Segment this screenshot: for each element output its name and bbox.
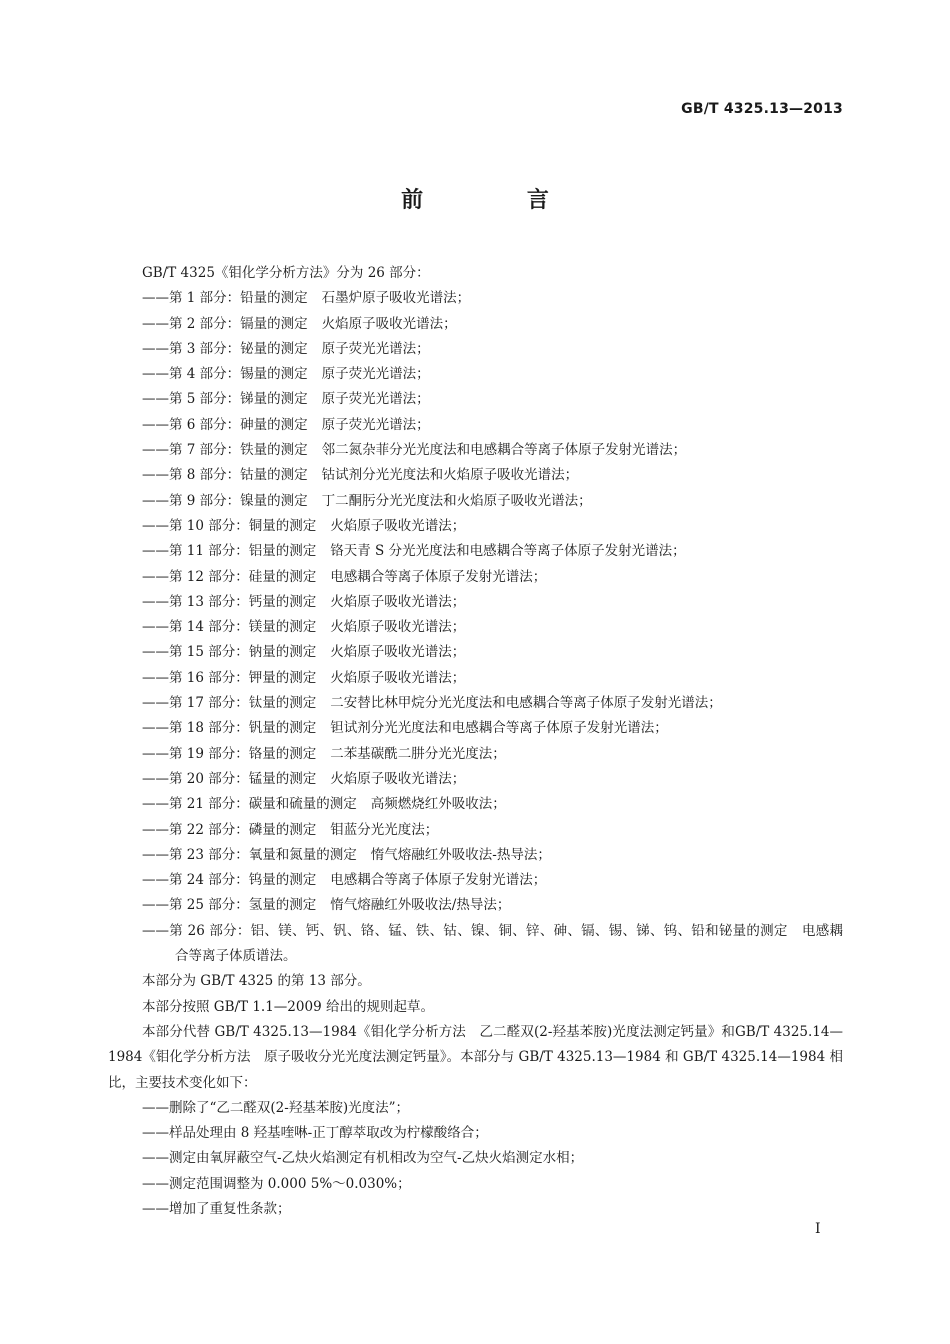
part-method: 二安替比林甲烷分光光度法和电感耦合等离子体原子发射光谱法； (330, 695, 722, 712)
list-item (108, 312, 843, 337)
list-item (108, 767, 843, 792)
part-label: ——第 12 部分：硅量的测定 (142, 568, 317, 585)
part-label: ——第 11 部分：铝量的测定 (142, 543, 317, 560)
part-label: ——第 17 部分：钛量的测定 (142, 695, 317, 712)
part-method: 火焰原子吸收光谱法； (321, 315, 457, 332)
part-method: 二苯基碳酰二肼分光光度法； (330, 745, 506, 762)
part-label: ——第 3 部分：铋量的测定 (142, 340, 308, 357)
list-item (108, 489, 843, 514)
part-label: ——第 8 部分：钴量的测定 (142, 467, 308, 484)
list-item (108, 387, 843, 412)
page-title: 前 言 (401, 188, 597, 213)
list-item (108, 362, 843, 387)
part-label: ——第 9 部分：镍量的测定 (142, 492, 308, 509)
part-method: 火焰原子吸收光谱法； (330, 770, 466, 787)
part-label: ——第 23 部分：氧量和氮量的测定 (142, 846, 357, 863)
part-method: 火焰原子吸收光谱法； (330, 619, 466, 636)
list-item (108, 615, 843, 640)
list-item (108, 337, 843, 362)
part-method: 原子荧光光谱法； (321, 366, 430, 383)
list-item (108, 818, 843, 843)
part-method: 电感耦合等离子体原子发射光谱法； (330, 872, 547, 889)
part-method: 铬天青 S 分光光度法和电感耦合等离子体原子发射光谱法； (330, 543, 686, 560)
part-method: 邻二氮杂菲分光光度法和电感耦合等离子体原子发射光谱法； (321, 442, 687, 459)
change-item: ——增加了重复性条款； (142, 1200, 291, 1217)
part-label: ——第 5 部分：锑量的测定 (142, 391, 308, 408)
part-label: ——第 14 部分：镁量的测定 (142, 619, 317, 636)
part-label: ——第 18 部分：钒量的测定 (142, 720, 317, 737)
part-method: 原子荧光光谱法； (321, 416, 430, 433)
list-item (108, 843, 843, 868)
list-item (108, 792, 843, 817)
part-method: 钴试剂分光光度法和火焰原子吸收光谱法； (321, 467, 579, 484)
statement-paragraph: 本部分为 GB/T 4325 的第 13 部分。 (142, 973, 371, 990)
part-method: 火焰原子吸收光谱法； (330, 517, 466, 534)
change-item: ——测定范围调整为 0.000 5%～0.030%； (142, 1175, 411, 1192)
part-method: 惰气熔融红外吸收法-热导法； (370, 846, 551, 863)
list-item (108, 565, 843, 590)
statement-paragraph: 本部分按照 GB/T 1.1—2009 给出的规则起草。 (142, 998, 434, 1015)
part-label: ——第 20 部分：锰量的测定 (142, 770, 317, 787)
replacement-paragraph: 本部分代替 GB/T 4325.13—1984《钼化学分析方法 乙二醛双(2-羟基苯胺)光度法测定钙量》和GB/T 4325.14—1984《钼化学分析方法 原子吸收分光光度法测定钙量》。本部分与 GB/T 4325.13—1984 和 GB/T 4325.14—1984 相比，主要技术变化如下： (108, 1023, 843, 1091)
part-label: ——第 4 部分：锡量的测定 (142, 366, 308, 383)
list-item (108, 514, 843, 539)
foreword-body (108, 261, 843, 1222)
part-method: 原子荧光光谱法； (321, 391, 430, 408)
part-method: 火焰原子吸收光谱法； (330, 593, 466, 610)
part-method: 石墨炉原子吸收光谱法； (321, 290, 471, 307)
list-item (108, 893, 843, 918)
list-item (108, 286, 843, 311)
list-item (108, 539, 843, 564)
list-item (108, 413, 843, 438)
part-method: 电感耦合等离子体原子发射光谱法； (330, 568, 547, 585)
part-label: ——第 16 部分：钾量的测定 (142, 669, 317, 686)
part-label: ——第 7 部分：铁量的测定 (142, 442, 308, 459)
list-item (108, 640, 843, 665)
list-item (108, 919, 843, 970)
part-method: 原子荧光光谱法； (321, 340, 430, 357)
part-method: 电感耦合等离子体质谱法。 (175, 922, 843, 965)
change-item: ——测定由氧屏蔽空气-乙炔火焰测定有机相改为空气-乙炔火焰测定水相； (142, 1150, 584, 1167)
part-method: 火焰原子吸收光谱法； (330, 669, 466, 686)
part-label: ——第 1 部分：铅量的测定 (142, 290, 308, 307)
change-item: ——删除了“乙二醛双(2-羟基苯胺)光度法”； (142, 1099, 409, 1116)
list-item (108, 666, 843, 691)
part-label: ——第 21 部分：碳量和硫量的测定 (142, 796, 357, 813)
part-method: 惰气熔融红外吸收法/热导法； (330, 897, 511, 914)
part-label: ——第 26 部分：铝、镁、钙、钒、铬、锰、铁、钴、镍、铜、锌、砷、镉、锡、锑、钨、铅和铋量的测定 (142, 922, 788, 939)
list-item (108, 691, 843, 716)
list-item (108, 590, 843, 615)
list-item (108, 742, 843, 767)
part-method: 火焰原子吸收光谱法； (330, 644, 466, 661)
part-method: 丁二酮肟分光光度法和火焰原子吸收光谱法； (321, 492, 592, 509)
list-item (108, 868, 843, 893)
list-item (108, 716, 843, 741)
list-item (108, 438, 843, 463)
part-label: ——第 24 部分：钨量的测定 (142, 872, 317, 889)
part-label: ——第 2 部分：镉量的测定 (142, 315, 308, 332)
part-method: 钼蓝分光光度法； (330, 821, 439, 838)
part-label: ——第 13 部分：钙量的测定 (142, 593, 317, 610)
page-number: I (815, 1221, 821, 1237)
part-method: 钽试剂分光光度法和电感耦合等离子体原子发射光谱法； (330, 720, 668, 737)
standard-code: GB/T 4325.13—2013 (681, 101, 843, 117)
change-item: ——样品处理由 8 羟基喹啉-正丁醇萃取改为柠檬酸络合； (142, 1125, 488, 1142)
part-label: ——第 19 部分：铬量的测定 (142, 745, 317, 762)
list-item (108, 463, 843, 488)
part-method: 高频燃烧红外吸收法； (370, 796, 506, 813)
part-label: ——第 22 部分：磷量的测定 (142, 821, 317, 838)
part-label: ——第 25 部分：氢量的测定 (142, 897, 317, 914)
part-label: ——第 15 部分：钠量的测定 (142, 644, 317, 661)
part-label: ——第 6 部分：砷量的测定 (142, 416, 308, 433)
intro-paragraph: GB/T 4325《钼化学分析方法》分为 26 部分： (142, 265, 430, 281)
part-label: ——第 10 部分：铜量的测定 (142, 517, 317, 534)
